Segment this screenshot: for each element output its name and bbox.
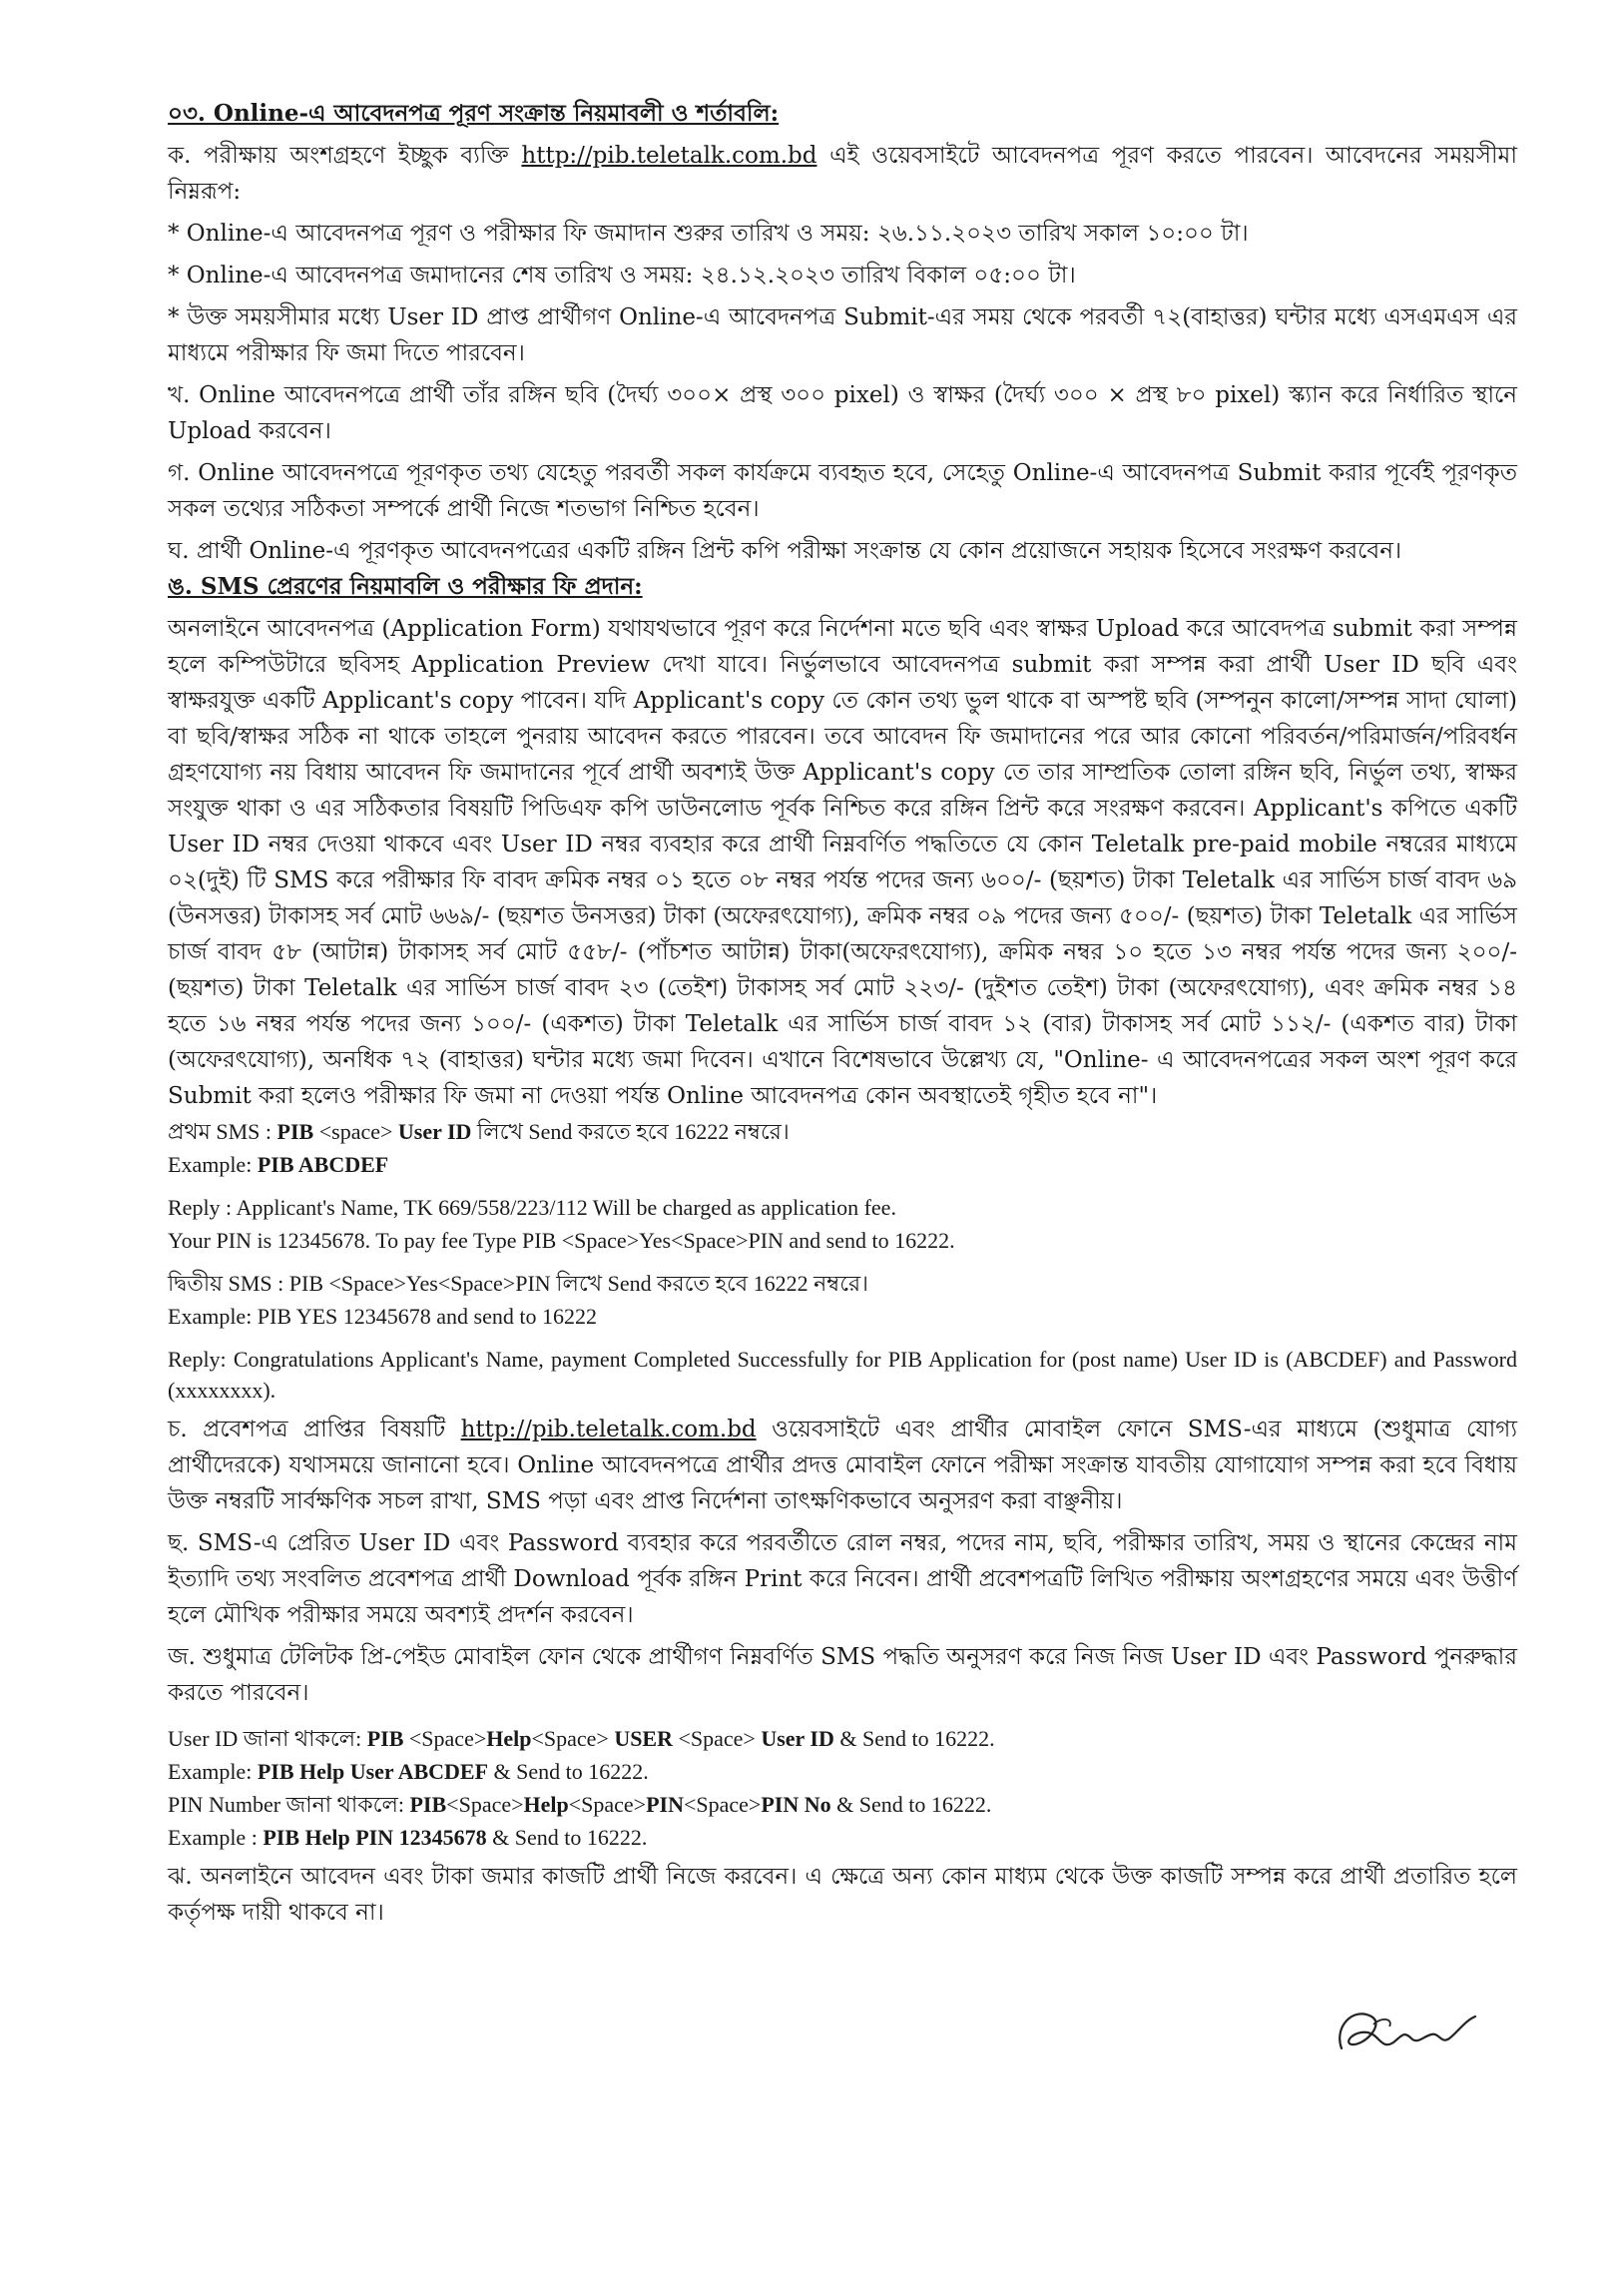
recover-userid-label: User ID জানা থাকলে: [168,1726,367,1751]
first-sms-example [168,1149,1517,1180]
recover-userid-userid: User ID [761,1726,834,1751]
recover-userid-line [168,1723,1517,1754]
teletalk-link[interactable]: http://pib.teletalk.com.bd [521,143,817,169]
recover-pin-send: & Send to 16222. [830,1792,992,1817]
clause-ja: জ. শুধুমাত্র টেলিটক প্রি-পেইড মোবাইল ফোন থেকে প্রার্থীগণ নিম্নবর্ণিত SMS পদ্ধতি অনুসরণ করে নিজ নিজ User ID এবং Password পুনরুদ্ধার করতে পারবেন। [168,1644,1517,1706]
example-value: PIB ABCDEF [257,1152,389,1177]
reply-2: Reply: Congratulations Applicant's Name, payment Completed Successfully for PIB Application for (post name) User ID is (ABCDEF) and Password (xxxxxxxx). [168,1347,1517,1403]
first-sms-userid: User ID [397,1119,472,1144]
recover-userid-example-send: & Send to 16222. [488,1759,649,1784]
recover-userid-example-label: Example: [168,1759,258,1784]
first-sms-code: PIB [276,1119,314,1144]
clause-cha [168,1412,1517,1519]
recover-pin-space-1: <Space> [446,1792,524,1817]
first-sms-line [168,1116,1517,1147]
second-sms-example: Example: PIB YES 12345678 and send to 16222 [168,1304,597,1329]
clause-kha: খ. Online আবেদনপত্রে প্রার্থী তাঁর রঙ্গিন ছবি (দৈর্ঘ্য ৩০০× প্রস্থ ৩০০ pixel) ও স্বাক্ষর (দৈর্ঘ্য ৩০০ × প্রস্থ ৮০ pixel) স্ক্যান করে নির্ধারিত স্থানে Upload করবেন। [168,382,1517,444]
clause-ga: গ. Online আবেদনপত্রে পূরণকৃত তথ্য যেহেতু পরবর্তী সকল কার্যক্রমে ব্যবহৃত হবে, সেহেতু Online-এ আবেদনপত্র Submit করার পূর্বেই পূরণকৃত সকল তথ্যের সঠিকতা সম্পর্কে প্রার্থী নিজে শতভাগ নিশ্চিত হবেন। [168,460,1517,522]
clause-ka-text-before: ক. পরীক্ষায় অংশগ্রহণে ইচ্ছুক ব্যক্তি [168,143,522,169]
recover-pin-example-send: & Send to 16222. [486,1825,648,1850]
signature-image [1324,1987,1493,2076]
recover-pin-example-label: Example : [168,1825,264,1850]
clause-chha: ছ. SMS-এ প্রেরিত User ID এবং Password ব্যবহার করে পরবর্তীতে রোল নম্বর, পদের নাম, ছবি, পরীক্ষার তারিখ, সময় ও স্থানের কেন্দ্রের নাম ইত্যাদি তথ্য সংবলিত প্রবেশপত্র প্রার্থী Download পূর্বক রঙ্গিন Print করে নিবেন। প্রার্থী প্রবেশপত্রটি লিখিত পরীক্ষায় অংশগ্রহণের সময়ে এবং উত্তীর্ণ হলে মৌখিক পরীক্ষার সময়ে অবশ্যই প্রদর্শন করবেন। [168,1530,1517,1628]
recover-pin-space-3: <Space> [683,1792,762,1817]
sms-fee-paragraph: অনলাইনে আবেদনপত্র (Application Form) যথাযথভাবে পূরণ করে নির্দেশনা মতে ছবি এবং স্বাক্ষর Upload করে আবেদপত্র submit করা সম্পন্ন হলে কম্পিউটারে ছবিসহ Application Preview দেখা যাবে। নির্ভুলভাবে আবেদনপত্র submit করা সম্পন্ন করা প্রার্থী User ID ছবি এবং স্বাক্ষরযুক্ত একটি Applicant's copy পাবেন। যদি Applicant's copy তে কোন তথ্য ভুল থাকে বা অস্পষ্ট ছবি (সম্পনুন কালো/সম্পন্ন সাদা ঘোলা) বা ছবি/স্বাক্ষর সঠিক না থাকে তাহলে পুনরায় আবেদন করতে পারবেন। তবে আবেদন ফি জমাদানের পরে আর কোনো পরিবর্তন/পরিমার্জন/পরিবর্ধন গ্রহণযোগ্য নয় বিধায় আবেদন ফি জমাদানের পূর্বে প্রার্থী অবশ্যই উক্ত Applicant's copy তে তার সাম্প্রতিক তোলা রঙ্গিন ছবি, নির্ভুল তথ্য, স্বাক্ষর সংযুক্ত থাকা ও এর সঠিকতার বিষয়টি পিডিএফ কপি ডাউনলোড পূর্বক নিশ্চিত করে রঙ্গিন প্রিন্ট করে সংরক্ষণ করবেন। Applicant's কপিতে একটি User ID নম্বর দেওয়া থাকবে এবং User ID নম্বর ব্যবহার করে প্রার্থী নিম্নবর্ণিত পদ্ধতিতে যে কোন Teletalk pre-paid mobile নম্বরের মাধ্যমে ০২(দুই) টি SMS করে পরীক্ষার ফি বাবদ ক্রমিক নম্বর ০১ হতে ০৮ নম্বর পর্যন্ত পদের জন্য ৬০০/- (ছয়শত) টাকা Teletalk এর সার্ভিস চার্জ বাবদ ৬৯ (উনসত্তর) টাকাসহ সর্ব মোট ৬৬৯/- (ছয়শত উনসত্তর) টাকা (অফেরৎযোগ্য), ক্রমিক নম্বর ০৯ পদের জন্য ৫০০/- (ছয়শত) টাকা Teletalk এর সার্ভিস চার্জ বাবদ ৫৮ (আটান্ন) টাকাসহ সর্ব মোট ৫৫৮/- (পাঁচশত আটান্ন) টাকা(অফেরৎযোগ্য), ক্রমিক নম্বর ১০ হতে ১৩ নম্বর পর্যন্ত পদের জন্য ২০০/- (ছয়শত) টাকা Teletalk এর সার্ভিস চার্জ বাবদ ২৩ (তেইশ) টাকাসহ সর্ব মোট ২২৩/- (দুইশত তেইশ) টাকা (অফেরৎযোগ্য), এবং ক্রমিক নম্বর ১৪ হতে ১৬ নম্বর পর্যন্ত পদের জন্য ১০০/- (একশত) টাকা Teletalk এর সার্ভিস চার্জ বাবদ ১২ (বার) টাকাসহ সর্ব মোট ১১২/- (একশত বার) টাকা (অফেরৎযোগ্য), অনধিক ৭২ (বাহাত্তর) ঘন্টার মধ্যে জমা দিবেন। এখানে বিশেষভাবে উল্লেখ্য যে, "Online- এ আবেদনপত্রের সকল অংশ পূরণ করে Submit করা হলেও পরীক্ষার ফি জমা না দেওয়া পর্যন্ত Online আবেদনপত্র কোন অবস্থাতেই গৃহীত হবে না"। [168,616,1517,1109]
recover-pin-example [168,1822,1517,1853]
first-sms-suffix: লিখে Send করতে হবে 16222 নম্বরে। [471,1119,790,1144]
clause-cha-before: চ. প্রবেশপত্র প্রাপ্তির বিষয়টি [168,1417,461,1442]
section-uma-heading: ঙ. SMS প্রেরণের নিয়মাবলি ও পরীক্ষার ফি প্রদান: [168,573,643,600]
clause-ka [168,138,1517,210]
recover-userid-space-3: <Space> [673,1726,762,1751]
clause-jha: ঝ. অনলাইনে আবেদন এবং টাকা জমার কাজটি প্রার্থী নিজে করবেন। এ ক্ষেত্রে অন্য কোন মাধ্যম থেকে উক্ত কাজটি সম্পন্ন করে প্রার্থী প্রতারিত হলে কর্তৃপক্ষ দায়ী থাকবে না। [168,1864,1517,1926]
clause-gha: ঘ. প্রার্থী Online-এ পূরণকৃত আবেদনপত্রের একটি রঙ্গিন প্রিন্ট কপি পরীক্ষা সংক্রান্ত যে কোন প্রয়োজনে সহায়ক হিসেবে সংরক্ষণ করবেন। [168,538,1402,564]
reply-1-line-1: Reply : Applicant's Name, TK 669/558/223/112 Will be charged as application fee. [168,1195,896,1220]
clause-cha-after: ওয়েবসাইটে এবং প্রার্থীর মোবাইল ফোনে SMS-এর মাধ্যমে (শুধুমাত্র যোগ্য প্রার্থীদেরকে) যথাসময়ে জানানো হবে। Online আবেদনপত্রে প্রার্থীর প্রদত্ত মোবাইল ফোনে পরীক্ষা সংক্রান্ত যাবতীয় যোগাযোগ সম্পন্ন করা হবে বিধায় উক্ত নম্বরটি সার্বক্ষণিক সচল রাখা, SMS পড়া এবং প্রাপ্ত নির্দেশনা তাৎক্ষণিকভাবে অনুসরণ করা বাঞ্ছনীয়। [168,1417,1517,1514]
recover-pin-pib: PIB [409,1792,447,1817]
second-sms-line: দ্বিতীয় SMS : PIB <Space>Yes<Space>PIN লিখে Send করতে হবে 16222 নম্বরে। [168,1271,869,1296]
recover-pin-pinno: PIN No [761,1792,831,1817]
recover-pin-example-value: PIB Help PIN 12345678 [263,1825,487,1850]
recover-pin-pin: PIN [646,1792,684,1817]
bullet-start-date: * Online-এ আবেদনপত্র পূরণ ও পরীক্ষার ফি জমাদান শুরুর তারিখ ও সময়: ২৬.১১.২০২৩ তারিখ সকাল ১০:০০ টা। [168,221,1249,247]
recover-pin-line [168,1789,1517,1820]
bullet-end-date: * Online-এ আবেদনপত্র জমাদানের শেষ তারিখ ও সময়: ২৪.১২.২০২৩ তারিখ বিকাল ০৫:০০ টা। [168,263,1076,288]
bullet-fee-window: * উক্ত সময়সীমার মধ্যে User ID প্রাপ্ত প্রার্থীগণ Online-এ আবেদনপত্র Submit-এর সময় থেকে পরবর্তী ৭২(বাহাত্তর) ঘন্টার মধ্যে এসএমএস এর মাধ্যমে পরীক্ষার ফি জমা দিতে পারবেন। [168,304,1517,366]
first-sms-label: প্রথম SMS : [168,1119,277,1144]
recover-userid-user: USER [614,1726,673,1751]
recover-pin-help: Help [523,1792,569,1817]
recover-userid-send: & Send to 16222. [833,1726,995,1751]
first-sms-space: <space> [313,1119,398,1144]
document-page [168,96,1517,1931]
recover-userid-help: Help [486,1726,532,1751]
example-label: Example: [168,1152,258,1177]
recover-pin-space-2: <Space> [568,1792,647,1817]
section-3-heading: ০৩. Online-এ আবেদনপত্র পূরণ সংক্রান্ত নিয়মাবলী ও শর্তাবলি: [168,100,780,127]
recover-userid-example-value: PIB Help User ABCDEF [257,1759,489,1784]
recover-userid-space-2: <Space> [531,1726,615,1751]
recover-userid-space-1: <Space> [403,1726,487,1751]
recover-userid-example [168,1756,1517,1787]
recover-userid-pib: PIB [366,1726,404,1751]
teletalk-link-2[interactable]: http://pib.teletalk.com.bd [460,1417,757,1442]
reply-1-line-2: Your PIN is 12345678. To pay fee Type PIB <Space>Yes<Space>PIN and send to 16222. [168,1228,955,1253]
clause-ka-text-after: এই ওয়েবসাইটে আবেদনপত্র পূরণ করতে পারবেন। আবেদনের সময়সীমা নিম্নরূপ: [168,143,1517,205]
recover-pin-label: PIN Number জানা থাকলে: [168,1792,410,1817]
